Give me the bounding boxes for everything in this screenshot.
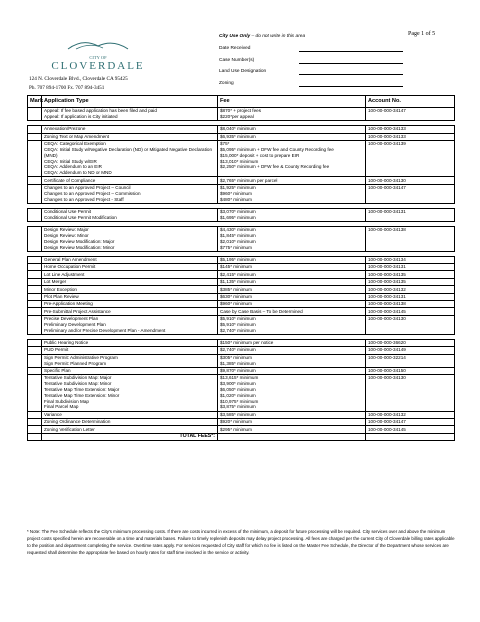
account-number-text: 100-00-000-34147: [368, 108, 406, 114]
application-type-text: CEQA: Addendum to ND or MND: [44, 170, 112, 176]
application-type-text: Pre-Application Meeting: [44, 301, 93, 307]
table-row: [28, 133, 455, 140]
fee-cell: [218, 226, 366, 251]
account-number-text: 100-00-000-34131: [368, 209, 406, 215]
account-number-text: 100-00-000-34132: [368, 286, 406, 292]
mark-cell[interactable]: [28, 126, 42, 133]
phone-fax-line: Ph. 707 894-1700 Fx. 707 894-3451: [29, 85, 105, 91]
land-use-label: Land Use Designation: [219, 69, 267, 74]
mark-cell[interactable]: [28, 301, 42, 308]
application-type-cell: [42, 108, 218, 121]
mark-cell[interactable]: [28, 133, 42, 140]
mark-cell[interactable]: [28, 271, 42, 278]
table-row: [28, 339, 455, 346]
fee-text: $8,040* minimum: [220, 126, 256, 132]
account-number-cell: [366, 375, 455, 411]
application-type-text: CEQA: Initial Study w/EIR: [44, 158, 97, 164]
application-type-text: Tentative Map Time Extension: Minor: [44, 392, 120, 398]
fee-text: $920* minimum: [220, 419, 252, 425]
application-type-text: Preliminary and/or Precise Development Plan - Amendment: [44, 327, 166, 333]
table-row: [28, 286, 455, 293]
fee-cell: [218, 208, 366, 221]
hills-icon: [48, 36, 148, 50]
account-number-text: 100-00-000-34150: [368, 368, 406, 374]
fee-table-header: [28, 96, 455, 108]
application-type-cell: [42, 315, 218, 334]
account-number-text: 100-00-000-34132: [368, 411, 406, 417]
table-row: [28, 278, 455, 285]
fee-text: $1,845* minimum: [220, 233, 256, 238]
city-address: [29, 75, 128, 93]
fee-text: $1,135* minimum: [220, 279, 256, 285]
application-type-text: Changes to an Approved Project - Staff: [44, 196, 124, 202]
fee-cell: [218, 339, 366, 346]
fee-cell: [218, 278, 366, 285]
fee-cell: [218, 411, 366, 418]
application-type-text: Conditional Use Permit Modification: [44, 214, 117, 220]
fee-text: $1,925* minimum: [220, 185, 256, 191]
fee-text: $1,385* minimum: [220, 360, 256, 366]
fee-cell: [218, 108, 366, 121]
account-number-text: 100-00-000-34131: [368, 293, 406, 299]
application-type-text: Lot Merger: [44, 279, 67, 285]
fee-cell: [218, 271, 366, 278]
mark-cell[interactable]: [28, 339, 42, 346]
application-type-cell: [42, 347, 218, 354]
account-number-text: 100-00-000-34130: [368, 316, 406, 322]
account-number-text: 100-00-000-34147: [368, 185, 406, 191]
application-type-text: Design Review Modification: Minor: [44, 244, 115, 250]
application-type-text: Pre-Submittal Project Assistance: [44, 308, 111, 314]
fee-text: $4,430* minimum: [220, 227, 256, 233]
application-type-text: Appeal: If application is City initiated: [44, 114, 118, 120]
application-type-text: Sign Permit: Planned Program: [44, 360, 107, 366]
mark-cell[interactable]: [28, 293, 42, 300]
column-header: Fee: [218, 96, 366, 108]
application-type-cell: [42, 308, 218, 315]
mark-cell[interactable]: [28, 256, 42, 263]
application-type-cell: [42, 293, 218, 300]
fee-text: $2,765* minimum per parcel: [220, 177, 278, 183]
mark-cell[interactable]: [28, 286, 42, 293]
account-number-text: 100-00-000-34130: [368, 375, 406, 381]
fee-text: $1,020* minimum: [220, 392, 256, 398]
fee-text: $6,050* minimum: [220, 387, 256, 393]
application-type-cell: [42, 184, 218, 203]
account-number-cell: [366, 256, 455, 263]
fee-cell: [218, 308, 366, 315]
zoning-field[interactable]: [299, 86, 403, 87]
fee-text: $3,900* minimum: [220, 381, 256, 387]
fee-text: $630* minimum: [220, 293, 252, 299]
mark-cell[interactable]: [28, 418, 42, 425]
logo-city-of: CITY OF: [89, 55, 107, 60]
application-type-text: Tentative Map Time Extension: Major: [44, 387, 120, 393]
fee-text: Case by Case Basis – To be Determined: [220, 308, 303, 314]
account-number-cell: [366, 315, 455, 334]
application-type-text: Final Parcel Map: [44, 404, 79, 410]
application-type-cell: [42, 301, 218, 308]
fee-text: $295* minimum: [220, 426, 252, 432]
application-type-text: Appeal: If fee based application has been filed and paid: [44, 108, 157, 114]
application-type-cell: [42, 286, 218, 293]
fee-text: $2,010* minimum: [220, 238, 256, 244]
mark-cell[interactable]: [28, 315, 42, 334]
fee-cell: [218, 354, 366, 367]
fee-cell: [218, 367, 366, 374]
fee-text: $5,910* minimum: [220, 316, 256, 322]
fee-text: $15,000* deposit + cost to prepare EIR: [220, 152, 300, 158]
table-row: [28, 418, 455, 425]
city-logo: [48, 36, 148, 72]
table-row: [28, 308, 455, 315]
fee-table: [27, 95, 455, 441]
fee-cell: [218, 256, 366, 263]
table-row: [28, 184, 455, 203]
fee-text: $480* minimum: [220, 196, 252, 202]
page-number: Page 1 of 5: [408, 31, 436, 37]
table-row: [28, 301, 455, 308]
application-type-cell: [42, 418, 218, 425]
application-type-text: Tentative Subdivision Map: Major: [44, 375, 112, 381]
table-row: [28, 208, 455, 221]
fee-text: $5,195* minimum: [220, 256, 256, 262]
account-number-cell: [366, 308, 455, 315]
fee-cell: [218, 286, 366, 293]
account-number-cell: [366, 133, 455, 140]
application-type-cell: [42, 177, 218, 184]
fee-text: $220*per appeal: [220, 114, 254, 120]
account-number-cell: [366, 271, 455, 278]
account-number-text: 100-00-000-34145: [368, 308, 406, 314]
table-row: [28, 411, 455, 418]
account-number-cell: [366, 126, 455, 133]
account-number-cell: [366, 367, 455, 374]
account-number-cell: [366, 339, 455, 346]
logo-name: CLOVERDALE: [51, 60, 145, 72]
application-type-text: Design Review: Major: [44, 227, 89, 233]
application-type-text: Lot Line Adjustment: [44, 271, 85, 277]
mark-cell[interactable]: [28, 278, 42, 285]
fee-text: $3,585* minimum: [220, 411, 256, 417]
application-type-text: Certificate of Compliance: [44, 177, 96, 183]
fee-text: $5,095* minimum + DFW fee and County Recording fee: [220, 147, 334, 153]
application-type-text: Annexation/Prezone: [44, 126, 86, 132]
account-number-text: 100-00-000-34135: [368, 271, 406, 277]
fee-cell: [218, 347, 366, 354]
application-type-text: Design Review Modification: Major: [44, 238, 115, 244]
fee-text: $6,935* minimum: [220, 133, 256, 139]
account-number-cell: [366, 301, 455, 308]
table-row: [28, 226, 455, 251]
table-row: [28, 256, 455, 263]
fee-cell: [218, 133, 366, 140]
table-row: [28, 315, 455, 334]
application-type-text: Minor Exception: [44, 286, 77, 292]
application-type-cell: [42, 278, 218, 285]
fee-text: $870* + project fees: [220, 108, 261, 114]
mark-cell[interactable]: [28, 367, 42, 374]
fee-note: * Note: The Fee Schedule reflects the City's minimum processing costs. If there are costs incurred in excess of the minimum, a deposit for future processing will be required. City services over and above the minimum project costs specified herein are recoverable on a time and materials bases. Failure to timely replenish deposits may delay project processing. All fees are charged per the current City of Cloverdale billing rates applicable to the position and department completing the service. Overtime rates apply. For services requested of City staff for which no fee is listed on the Master Fee Schedule, the Director of the Department whose services are requested shall determine the appropriate fee based on hourly rates for staff time involved in the service or activity.: [27, 529, 455, 555]
application-type-cell: [42, 339, 218, 346]
fee-cell: [218, 184, 366, 203]
account-number-text: 100-00-000-34133: [368, 133, 406, 139]
application-type-text: Preliminary Development Plan: [44, 321, 106, 327]
mark-cell[interactable]: [28, 264, 42, 271]
fee-text: $960* minimum: [220, 190, 252, 196]
application-type-text: PUD Permit: [44, 347, 69, 353]
mark-cell[interactable]: [28, 208, 42, 221]
table-row: [28, 367, 455, 374]
city-use-heading: City Use Only – do not write in this area: [219, 34, 306, 39]
fee-text: $2,740* minimum: [220, 327, 256, 333]
total-fees-label: TOTAL FEES*:: [42, 433, 218, 440]
application-type-text: Sign Permit: Administrative Program: [44, 354, 118, 360]
table-row: [28, 177, 455, 184]
total-row: [28, 433, 455, 440]
fee-text: $775* minimum: [220, 244, 252, 250]
account-number-cell: [366, 286, 455, 293]
mark-cell[interactable]: [28, 226, 42, 251]
account-number-cell: [366, 347, 455, 354]
application-type-text: CEQA: Initial Study w/Negative Declaration (ND) or Mitigated Negative Declaration (MND): [44, 147, 212, 158]
fee-text: $150* minimum per notice: [220, 340, 274, 346]
fee-text: $13,615* minimum: [220, 375, 259, 381]
table-row: [28, 347, 455, 354]
application-type-text: Final Subdivision Map: [44, 398, 89, 404]
fee-text: $10,975* minimum: [220, 398, 259, 404]
fee-cell: [218, 126, 366, 133]
fee-text: $2,250* minimum + DFW fee & County Recording fee: [220, 164, 330, 170]
table-row: [28, 264, 455, 271]
fee-text: $2,740* minimum: [220, 347, 256, 353]
column-header: Application Type: [42, 96, 218, 108]
account-number-cell: [366, 184, 455, 203]
account-number-text: 100-00-000-34131: [368, 264, 406, 270]
table-row: [28, 293, 455, 300]
application-type-cell: [42, 256, 218, 263]
fee-cell: [218, 264, 366, 271]
fee-cell: [218, 426, 366, 433]
account-number-text: 100-00-000-34139: [368, 141, 406, 147]
mark-cell[interactable]: [28, 308, 42, 315]
mark-cell[interactable]: [28, 108, 42, 121]
table-row: [28, 375, 455, 411]
account-number-text: 100-00-000-34130: [368, 177, 406, 183]
table-row: [28, 354, 455, 367]
table-row: [28, 108, 455, 121]
account-number-cell: [366, 418, 455, 425]
application-type-cell: [42, 367, 218, 374]
account-number-cell: [366, 354, 455, 367]
account-number-cell: [366, 226, 455, 251]
fee-cell: [218, 315, 366, 334]
account-number-text: 100-00-000-34138: [368, 301, 406, 307]
application-type-text: Changes to an Approved Project – Commission: [44, 190, 141, 196]
mark-cell[interactable]: [28, 347, 42, 354]
date-received-field[interactable]: [299, 51, 403, 52]
fee-text: $3,070* minimum: [220, 209, 256, 215]
fee-cell: [218, 293, 366, 300]
application-type-cell: [42, 411, 218, 418]
fee-text: $2,415* minimum: [220, 271, 256, 277]
total-fees-field[interactable]: [218, 433, 366, 440]
zoning-label: Zoning: [219, 80, 234, 86]
case-number-field[interactable]: [299, 63, 403, 64]
application-type-text: Specific Plan: [44, 368, 71, 374]
account-number-cell: [366, 140, 455, 176]
address-line: 124 N. Cloverdale Blvd., Cloverdale CA 95425: [29, 76, 128, 82]
account-number-text: 100-00-000-34133: [368, 126, 406, 132]
application-type-cell: [42, 140, 218, 176]
account-number-cell: [366, 208, 455, 221]
account-number-text: 100-00-000-36620: [368, 340, 406, 346]
application-type-text: Design Review: Minor: [44, 233, 89, 238]
table-row: [28, 426, 455, 433]
mark-cell[interactable]: [28, 184, 42, 203]
mark-cell[interactable]: [28, 140, 42, 176]
account-number-cell: [366, 278, 455, 285]
application-type-text: General Plan Amendment: [44, 256, 97, 262]
application-type-cell: [42, 133, 218, 140]
fee-cell: [218, 418, 366, 425]
application-type-text: Zoning Ordinance Determination: [44, 419, 111, 425]
case-number-label: Case Number(s): [219, 57, 255, 63]
mark-cell[interactable]: [28, 375, 42, 411]
account-number-text: 100-00-000-34145: [368, 426, 406, 432]
application-type-cell: [42, 264, 218, 271]
account-number-text: 100-00-000-34147: [368, 419, 406, 425]
account-number-text: 100-00-000-32214: [368, 354, 406, 360]
fee-cell: [218, 301, 366, 308]
application-type-text: Zoning Text or Map Amendment: [44, 133, 110, 139]
application-type-text: Home Occupation Permit: [44, 264, 96, 270]
fee-text: $305* minimum: [220, 354, 252, 360]
mark-cell[interactable]: [28, 426, 42, 433]
account-number-text: 100-00-000-34135: [368, 279, 406, 285]
account-number-cell: [366, 177, 455, 184]
application-type-cell: [42, 271, 218, 278]
fee-text: $3,875* minimum: [220, 404, 256, 410]
fee-text: $5,910* minimum: [220, 321, 256, 327]
application-type-text: Variance: [44, 411, 62, 417]
mark-cell[interactable]: [28, 354, 42, 367]
date-received-label: Date Received: [219, 46, 251, 51]
application-type-cell: [42, 208, 218, 221]
application-type-text: Public Hearing Notice: [44, 340, 89, 346]
application-type-text: Zoning Verification Letter: [44, 426, 95, 432]
column-header: Account No.: [366, 96, 455, 108]
account-number-text: 100-00-000-34134: [368, 256, 406, 262]
table-row: [28, 126, 455, 133]
fee-cell: [218, 140, 366, 176]
application-type-cell: [42, 375, 218, 411]
mark-cell[interactable]: [28, 411, 42, 418]
account-number-cell: [366, 293, 455, 300]
fee-text: $75*: [220, 141, 230, 147]
application-type-text: CEQA: Addendum to an EIR: [44, 164, 102, 170]
fee-cell: [218, 177, 366, 184]
fee-text: $385* minimum: [220, 286, 252, 292]
fee-text: $145* minimum: [220, 264, 252, 270]
account-number-cell: [366, 426, 455, 433]
application-type-cell: [42, 126, 218, 133]
table-row: [28, 140, 455, 176]
mark-cell[interactable]: [28, 177, 42, 184]
application-type-text: Precise Development Plan: [44, 316, 99, 322]
application-type-text: Conditional Use Permit: [44, 209, 91, 215]
account-number-cell: [366, 108, 455, 121]
fee-text: $13,010* minimum: [220, 158, 259, 164]
application-type-text: Plot Plan Review: [44, 293, 79, 299]
application-type-text: CEQA: Categorical Exemption: [44, 141, 106, 147]
table-row: [28, 271, 455, 278]
fee-text: $9,870* minimum: [220, 368, 256, 374]
application-type-text: Changes to an Approved Project – Council: [44, 185, 131, 191]
account-number-text: 100-00-000-34149: [368, 347, 406, 353]
application-type-text: Tentative Subdivision Map: Minor: [44, 381, 112, 387]
account-number-cell: [366, 264, 455, 271]
application-type-cell: [42, 354, 218, 367]
column-header: Mark: [28, 96, 42, 108]
fee-cell: [218, 375, 366, 411]
application-type-cell: [42, 226, 218, 251]
account-number-text: 100-00-000-34138: [368, 227, 406, 233]
fee-text: $1,695* minimum: [220, 214, 256, 220]
land-use-field[interactable]: [299, 74, 403, 75]
city-use-box: [219, 34, 409, 92]
fee-text: $960* minimum: [220, 301, 252, 307]
account-number-cell: [366, 411, 455, 418]
